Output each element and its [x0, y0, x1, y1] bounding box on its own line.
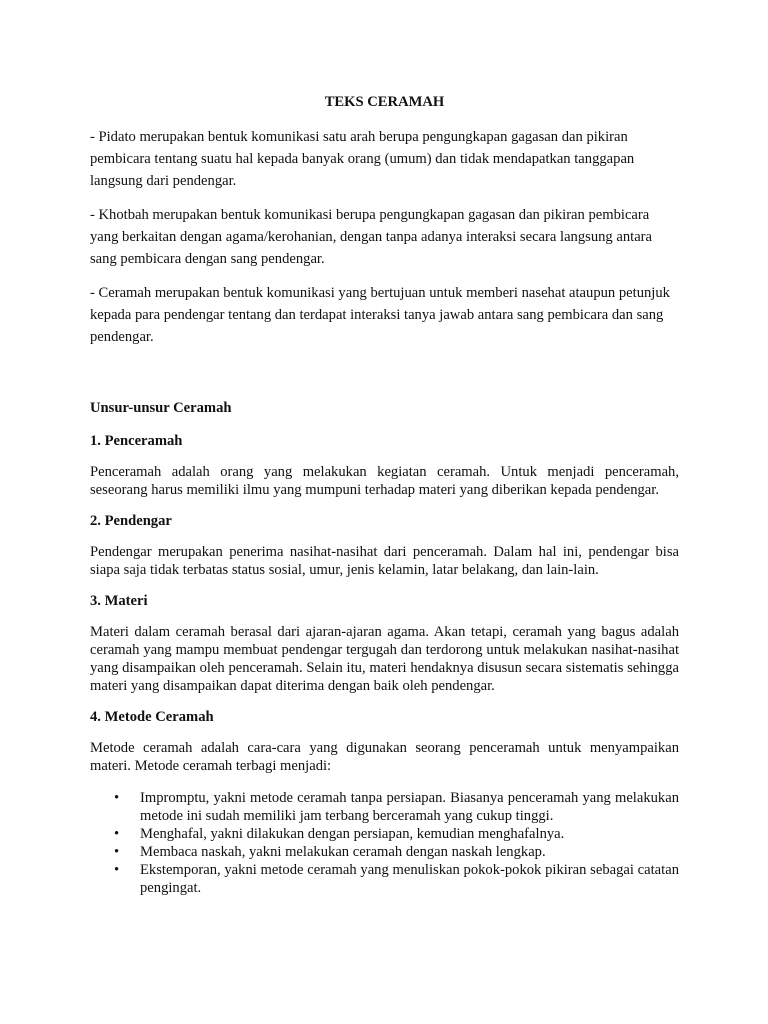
intro-section — [90, 126, 679, 348]
item-metode-ceramah — [90, 707, 679, 775]
intro-paragraph-ceramah: - Ceramah merupakan bentuk komunikasi yang bertujuan untuk memberi nasehat ataupun petunjuk kepada para pendengar tentang dan terdapat interaksi tanya jawab antara sang pembicara dan sang pendengar. — [90, 285, 670, 345]
bullet-icon: • — [114, 790, 120, 806]
bullet-icon: • — [114, 862, 120, 878]
list-item-text: Impromptu, yakni metode ceramah tanpa persiapan. Biasanya penceramah yang melakukan metode ini sudah memiliki jam terbang berceramah yang cukup tinggi. — [140, 790, 679, 824]
list-item-text: Ekstemporan, yakni metode ceramah yang menuliskan pokok-pokok pikiran sebagai catatan pengingat. — [140, 862, 679, 896]
list-item — [114, 861, 679, 897]
item-penceramah — [90, 431, 679, 499]
item-heading: 4. Metode Ceramah — [90, 709, 214, 725]
section-title: Unsur-unsur Ceramah — [90, 400, 232, 416]
bullet-icon: • — [114, 826, 120, 842]
item-heading: 3. Materi — [90, 593, 148, 609]
document-content — [90, 92, 679, 897]
item-heading: 2. Pendengar — [90, 513, 172, 529]
intro-paragraph-khotbah: - Khotbah merupakan bentuk komunikasi berupa pengungkapan gagasan dan pikiran pembicara yang berkaitan dengan agama/kerohanian, dengan tanpa adanya interaksi secara langsung antara sang pembicara dengan sang pendengar. — [90, 207, 653, 267]
list-item — [114, 789, 679, 825]
list-item — [114, 825, 679, 843]
item-materi — [90, 591, 679, 695]
item-text: Metode ceramah adalah cara-cara yang digunakan seorang penceramah untuk menyampaikan materi. Metode ceramah terbagi menjadi: — [90, 740, 679, 774]
item-text: Pendengar merupakan penerima nasihat-nasihat dari penceramah. Dalam hal ini, pendengar bisa siapa saja tidak terbatas status sosial, umur, jenis kelamin, latar belakang, dan lain-lain. — [90, 544, 679, 578]
item-text: Materi dalam ceramah berasal dari ajaran-ajaran agama. Akan tetapi, ceramah yang bagus adalah ceramah yang mampu membuat pendengar tergugah dan terdorong untuk melakukan nasihat-nasihat yang disampaikan oleh penceramah. Selain itu, materi hendaknya disusun secara sistematis sehingga materi yang disampaikan dapat diterima dengan baik oleh pendengar. — [90, 624, 679, 694]
list-item-text: Menghafal, yakni dilakukan dengan persiapan, kemudian menghafalnya. — [140, 826, 565, 842]
bullet-icon: • — [114, 844, 120, 860]
intro-paragraph-pidato: - Pidato merupakan bentuk komunikasi satu arah berupa pengungkapan gagasan dan pikiran pembicara tentang suatu hal kepada banyak orang (umum) dan tidak mendapatkan tanggapan langsung dari pendengar. — [90, 129, 635, 189]
list-item-text: Membaca naskah, yakni melakukan ceramah dengan naskah lengkap. — [140, 844, 546, 860]
methods-list — [90, 789, 679, 897]
item-text: Penceramah adalah orang yang melakukan kegiatan ceramah. Untuk menjadi penceramah, seseorang harus memiliki ilmu yang mumpuni terhadap materi yang diberikan kepada pendengar. — [90, 464, 679, 498]
item-heading: 1. Penceramah — [90, 433, 183, 449]
item-pendengar — [90, 511, 679, 579]
list-item — [114, 843, 679, 861]
document-title: TEKS CERAMAH — [324, 94, 445, 110]
